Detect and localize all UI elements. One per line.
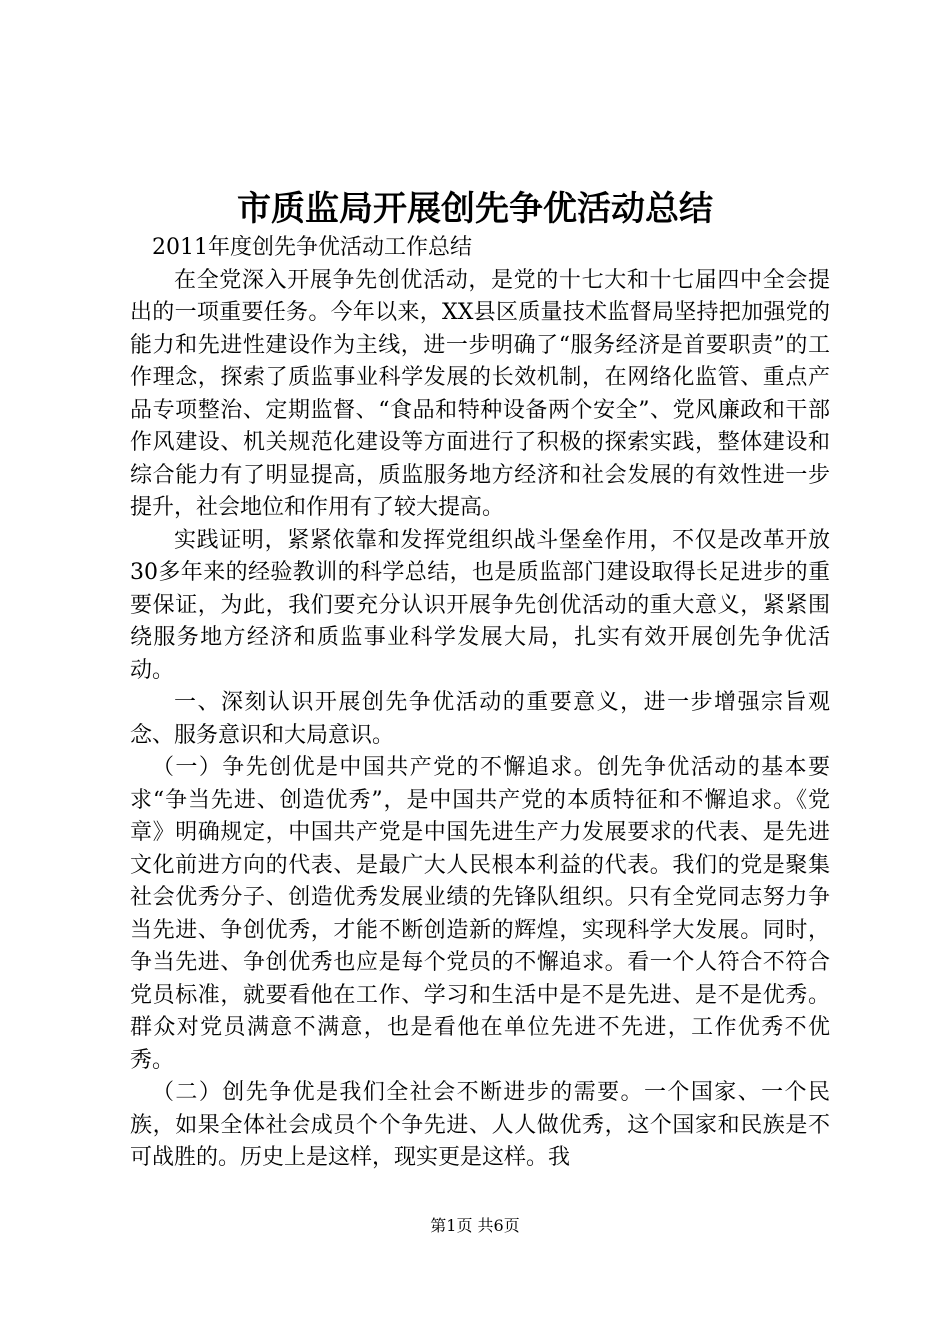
- page-number-footer: 第1页 共6页: [430, 1216, 520, 1235]
- document-body: [130, 232, 830, 1175]
- document-subtitle: 2011年度创先争优活动工作总结: [152, 235, 472, 260]
- subsection-2: （二）创先争优是我们全社会不断进步的需要。一个国家、一个民族，如果全体社会成员个个争先进、人人做优秀，这个国家和民族是不可战胜的。历史上是这样，现实更是这样。我: [130, 1080, 830, 1170]
- document-title: 市质监局开展创先争优活动总结: [237, 189, 713, 229]
- paragraph-intro: 在全党深入开展争先创优活动，是党的十七大和十七届四中全会提出的一项重要任务。今年以来，XX县区质量技术监督局坚持把加强党的能力和先进性建设作为主线，进一步明确了“服务经济是首要职责”的工作理念，探索了质监事业科学发展的长效机制，在网络化监管、重点产品专项整治、定期监督、“食品和特种设备两个安全”、党风廉政和干部作风建设、机关规范化建设等方面进行了积极的探索实践，整体建设和综合能力有了明显提高，质监服务地方经济和社会发展的有效性进一步提升，社会地位和作用有了较大提高。: [130, 267, 830, 520]
- section-heading-1: 一、深刻认识开展创先争优活动的重要意义，进一步增强宗旨观念、服务意识和大局意识。: [130, 690, 830, 748]
- paragraph-practice: 实践证明，紧紧依靠和发挥党组织战斗堡垒作用，不仅是改革开放30多年来的经验教训的科学总结，也是质监部门建设取得长足进步的重要保证，为此，我们要充分认识开展争先创优活动的重大意义，紧紧围绕服务地方经济和质监事业科学发展大局，扎实有效开展创先争优活动。: [130, 527, 830, 683]
- subsection-1: （一）争先创优是中国共产党的不懈追求。创先争优活动的基本要求“争当先进、创造优秀”，是中国共产党的本质特征和不懈追求。《党章》明确规定，中国共产党是中国先进生产力发展要求的代表、是先进文化前进方向的代表、是最广大人民根本利益的代表。我们的党是聚集社会优秀分子、创造优秀发展业绩的先锋队组织。只有全党同志努力争当先进、争创优秀，才能不断创造新的辉煌，实现科学大发展。同时，争当先进、争创优秀也应是每个党员的不懈追求。看一个人符合不符合党员标准，就要看他在工作、学习和生活中是不是先进、是不是优秀。群众对党员满意不满意，也是看他在单位先进不先进，工作优秀不优秀。: [130, 755, 830, 1073]
